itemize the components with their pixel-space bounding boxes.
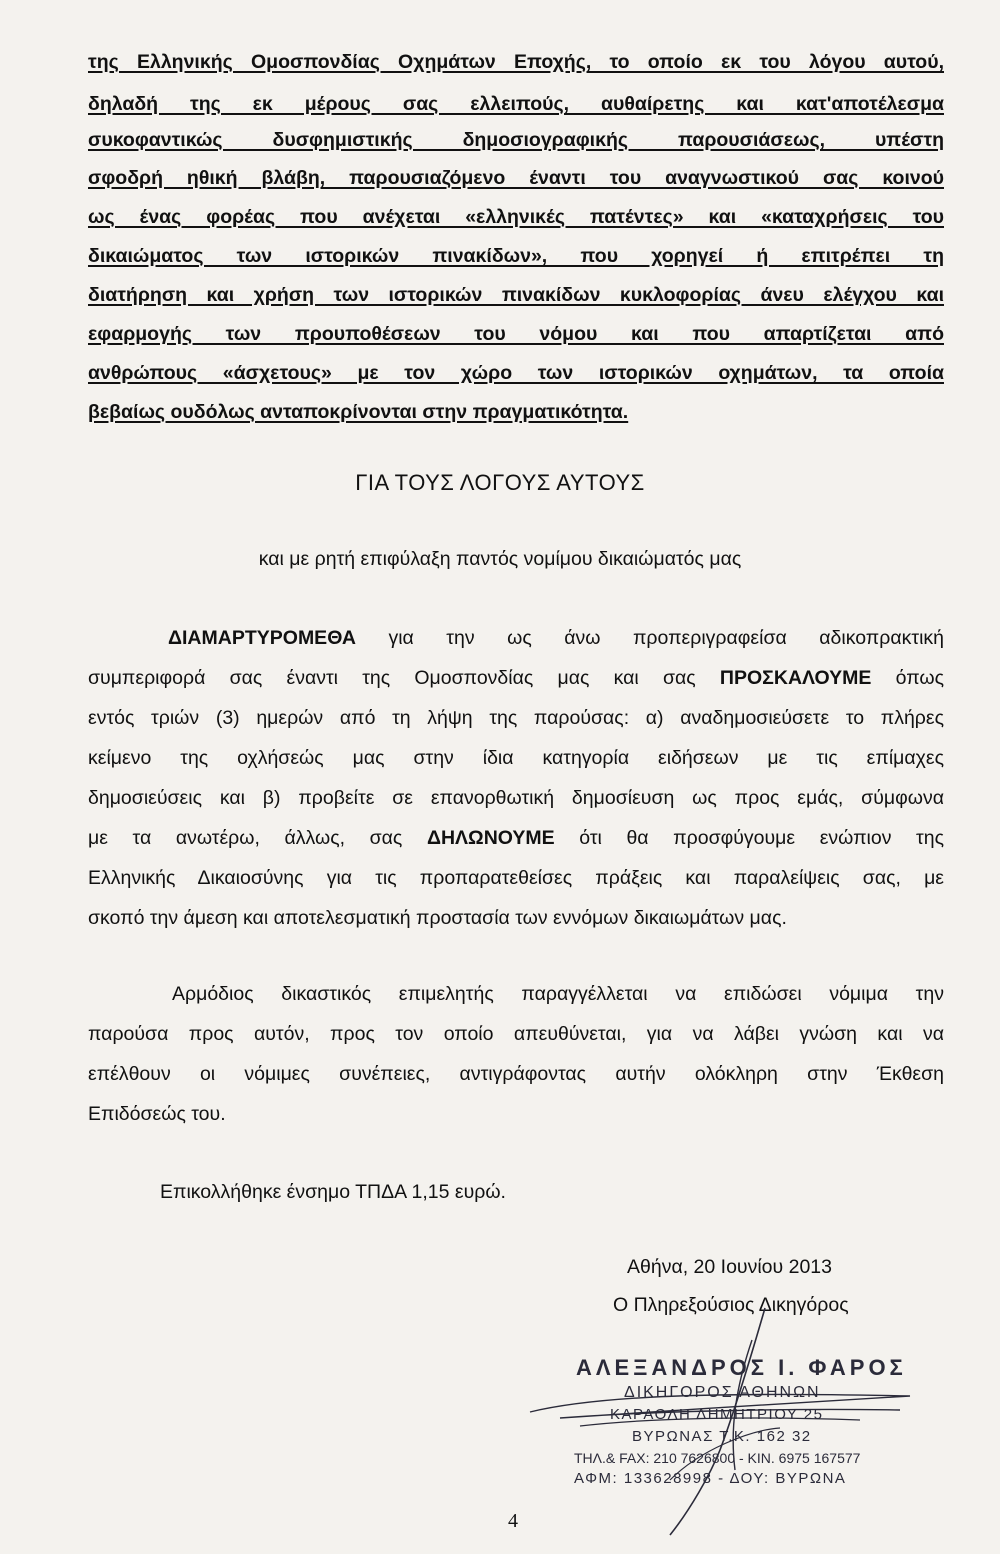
- paragraph-line: δημοσιεύσεις και β) προβείτε σε επανορθωτική δημοσίευση ως προς εμάς, σύμφωνα: [88, 787, 944, 809]
- closing-role: Ο Πληρεξούσιος Δικηγόρος: [613, 1294, 849, 1316]
- bold-line: εφαρμογής των προυποθέσεων του νόμου και που απαρτίζεται από: [88, 323, 944, 345]
- closing-date: Αθήνα, 20 Ιουνίου 2013: [627, 1256, 832, 1278]
- declare-keyword: ΔΗΛΩΝΟΥΜΕ: [426, 827, 555, 849]
- handwritten-signature: [520, 1300, 940, 1540]
- section-subheading: και με ρητή επιφύλαξη παντός νομίμου δικαιώματός μας: [258, 548, 742, 570]
- page-number: 4: [508, 1510, 518, 1532]
- stamp-phone: ΤΗΛ.& FAX: 210 7626800 - ΚΙΝ. 6975 167577: [574, 1450, 861, 1466]
- section-heading: ΓΙΑ ΤΟΥΣ ΛΟΓΟΥΣ ΑΥΤΟΥΣ: [355, 470, 645, 495]
- paragraph-line: [88, 666, 944, 690]
- paragraph-line: παρούσα προς αυτόν, προς τον οποίο απευθύνεται, για να λάβει γνώση και να: [88, 1023, 944, 1045]
- paragraph-line: [88, 826, 944, 850]
- bold-line: σφοδρή ηθική βλάβη, παρουσιαζόμενο έναντι του αναγνωστικού σας κοινού: [88, 167, 944, 189]
- invite-keyword: ΠΡΟΣΚΑΛΟΥΜΕ: [719, 667, 872, 689]
- line-text: συμπεριφορά σας έναντι της Ομοσπονδίας μας και σας: [88, 667, 696, 689]
- stamp-area: ΒΥΡΩΝΑΣ Τ.Κ. 162 32: [632, 1428, 812, 1445]
- line-text: ότι θα προσφύγουμε ενώπιον της: [579, 827, 945, 849]
- bold-line: βεβαίως ουδόλως ανταποκρίνονται στην πραγματικότητα.: [88, 401, 629, 423]
- line-text: όπως: [895, 667, 944, 689]
- paragraph-line: εντός τριών (3) ημερών από τη λήψη της παρούσας: α) αναδημοσιεύσετε το πλήρες: [88, 707, 944, 729]
- stamp-name: ΑΛΕΞΑΝΔΡΟΣ Ι. ΦΑΡΟΣ: [576, 1355, 907, 1380]
- stamp-duty-note: Επικολλήθηκε ένσημο ΤΠΔΑ 1,15 ευρώ.: [160, 1181, 506, 1203]
- bold-line: διατήρηση και χρήση των ιστορικών πινακίδων κυκλοφορίας άνευ ελέγχου και: [88, 284, 944, 306]
- bold-line: της Ελληνικής Ομοσπονδίας Οχημάτων Εποχής, το οποίο εκ του λόγου αυτού,: [88, 51, 944, 73]
- bold-line: δηλαδή της εκ μέρους σας ελλειπούς, αυθαίρετης και κατ'αποτέλεσμα: [88, 93, 944, 115]
- paragraph-line: Ελληνικής Δικαιοσύνης για τις προπαρατεθείσες πράξεις και παραλείψεις σας, με: [88, 867, 944, 889]
- bold-line: δικαιώματος των ιστορικών πινακίδων», που χορηγεί ή επιτρέπει τη: [88, 245, 944, 267]
- bold-line: ως ένας φορέας που ανέχεται «ελληνικές πατέντες» και «καταχρήσεις του: [88, 206, 944, 228]
- paragraph-line: επέλθουν οι νόμιμες συνέπειες, αντιγράφοντας αυτήν ολόκληρη στην Έκθεση: [88, 1063, 944, 1085]
- paragraph-line: Επιδόσεώς του.: [88, 1103, 226, 1125]
- paragraph-line: Αρμόδιος δικαστικός επιμελητής παραγγέλλεται να επιδώσει νόμιμα την: [172, 983, 944, 1005]
- protest-keyword: ΔΙΑΜΑΡΤΥΡΟΜΕΘΑ: [168, 627, 356, 649]
- stamp-title: ΔΙΚΗΓΟΡΟΣ ΑΘΗΝΩΝ: [624, 1384, 821, 1401]
- line-text: με τα ανωτέρω, άλλως, σας: [88, 827, 403, 849]
- paragraph-line: κείμενο της οχλήσεώς μας στην ίδια κατηγορία ειδήσεων με τις επίμαχες: [88, 747, 944, 769]
- stamp-tax: ΑΦΜ: 133628998 - ΔΟΥ: ΒΥΡΩΝΑ: [574, 1470, 847, 1487]
- bold-line: ανθρώπους «άσχετους» με τον χώρο των ιστορικών οχημάτων, τα οποία: [88, 362, 944, 384]
- bold-line: συκοφαντικώς δυσφημιστικής δημοσιογραφικής παρουσιάσεως, υπέστη: [88, 129, 944, 151]
- line-text: για την ως άνω προπεριγραφείσα αδικοπρακτική: [388, 627, 945, 649]
- paragraph-line: σκοπό την άμεση και αποτελεσματική προστασία των εννόμων δικαιωμάτων μας.: [88, 907, 787, 929]
- stamp-street: ΚΑΡΑΟΛΗ ΔΗΜΗΤΡΙΟΥ 25: [610, 1406, 824, 1423]
- paragraph-line: [168, 626, 944, 650]
